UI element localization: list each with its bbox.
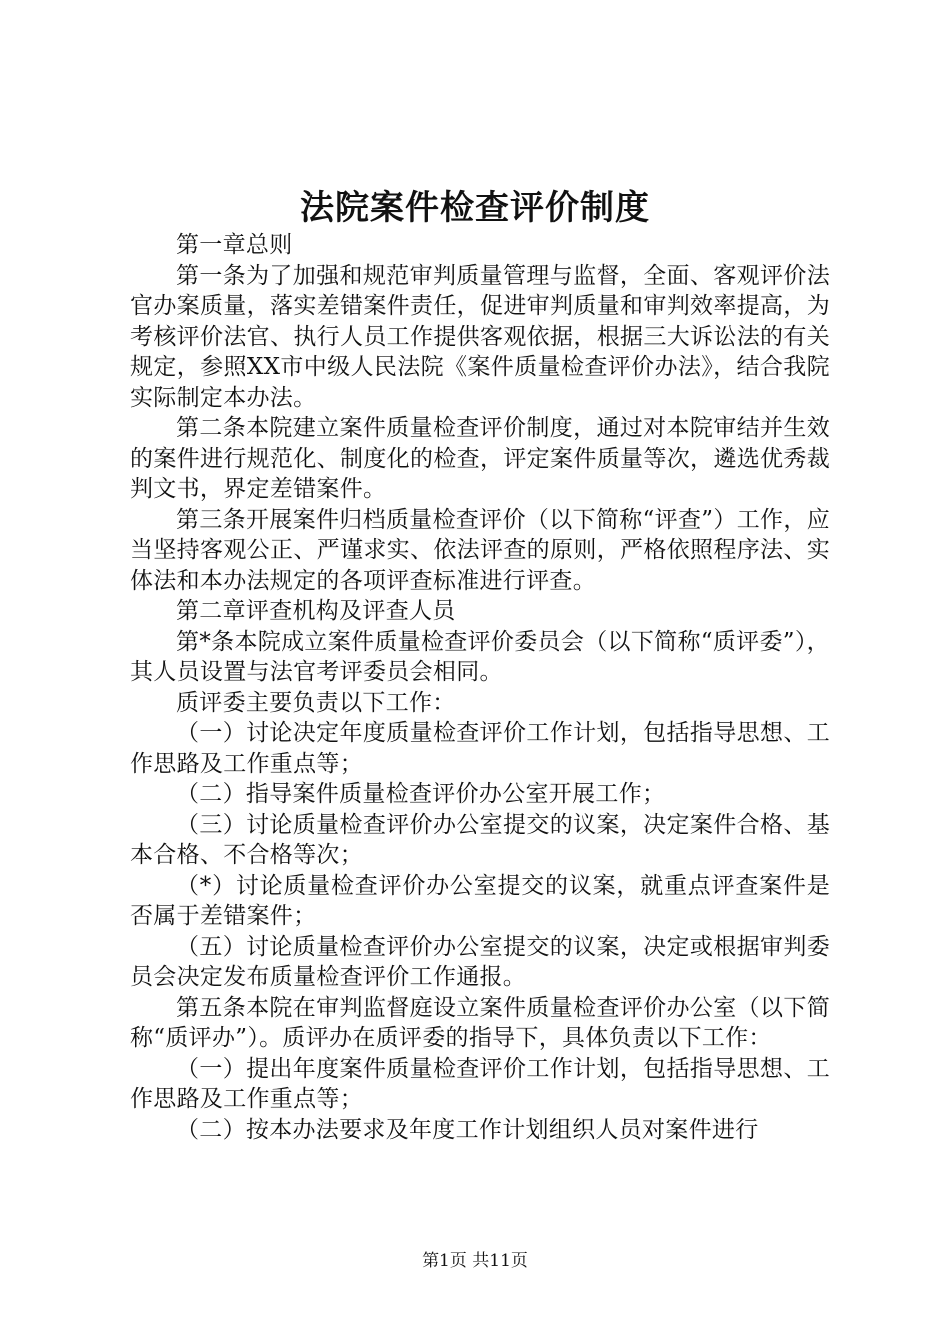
paragraph-article-4: 第*条本院成立案件质量检查评价委员会（以下简称“质评委”），其人员设置与法官考评委员会相同。 <box>130 628 830 685</box>
document-body <box>130 230 830 1145</box>
document-title: 法院案件检查评价制度 <box>300 188 650 228</box>
paragraph-committee-duties: 质评委主要负责以下工作： <box>176 689 456 716</box>
paragraph-item-2: （二）指导案件质量检查评价办公室开展工作； <box>176 781 666 807</box>
paragraph-chapter-1: 第一章总则 <box>176 232 293 258</box>
paragraph-office-item-2: （二）按本办法要求及年度工作计划组织人员对案件进行 <box>176 1116 759 1143</box>
paragraph-chapter-2: 第二章评查机构及评查人员 <box>176 598 456 624</box>
paragraph-item-5: （五）讨论质量检查评价办公室提交的议案，决定或根据审判委员会决定发布质量检查评价工作通报。 <box>130 933 830 990</box>
paragraph-item-3: （三）讨论质量检查评价办公室提交的议案，决定案件合格、基本合格、不合格等次； <box>130 811 830 868</box>
paragraph-item-4: （*）讨论质量检查评价办公室提交的议案，就重点评查案件是否属于差错案件； <box>130 872 830 929</box>
paragraph-article-2: 第二条本院建立案件质量检查评价制度，通过对本院审结并生效的案件进行规范化、制度化的检查，评定案件质量等次，遴选优秀裁判文书，界定差错案件。 <box>130 415 830 502</box>
paragraph-item-1: （一）讨论决定年度质量检查评价工作计划，包括指导思想、工作思路及工作重点等； <box>130 720 830 777</box>
page-number-footer: 第1页 共11页 <box>422 1251 528 1271</box>
paragraph-office-item-1: （一）提出年度案件质量检查评价工作计划，包括指导思想、工作思路及工作重点等； <box>130 1055 830 1112</box>
paragraph-article-1: 第一条为了加强和规范审判质量管理与监督，全面、客观评价法官办案质量，落实差错案件责任，促进审判质量和审判效率提高，为考核评价法官、执行人员工作提供客观依据，根据三大诉讼法的有关规定，参照XX市中级人民法院《案件质量检查评价办法》，结合我院实际制定本办法。 <box>130 262 830 411</box>
paragraph-article-3: 第三条开展案件归档质量检查评价（以下简称“评查”）工作，应当坚持客观公正、严谨求实、依法评查的原则，严格依照程序法、实体法和本办法规定的各项评查标准进行评查。 <box>130 506 830 594</box>
paragraph-article-5: 第五条本院在审判监督庭设立案件质量检查评价办公室（以下简称“质评办”）。质评办在质评委的指导下，具体负责以下工作： <box>130 994 830 1051</box>
